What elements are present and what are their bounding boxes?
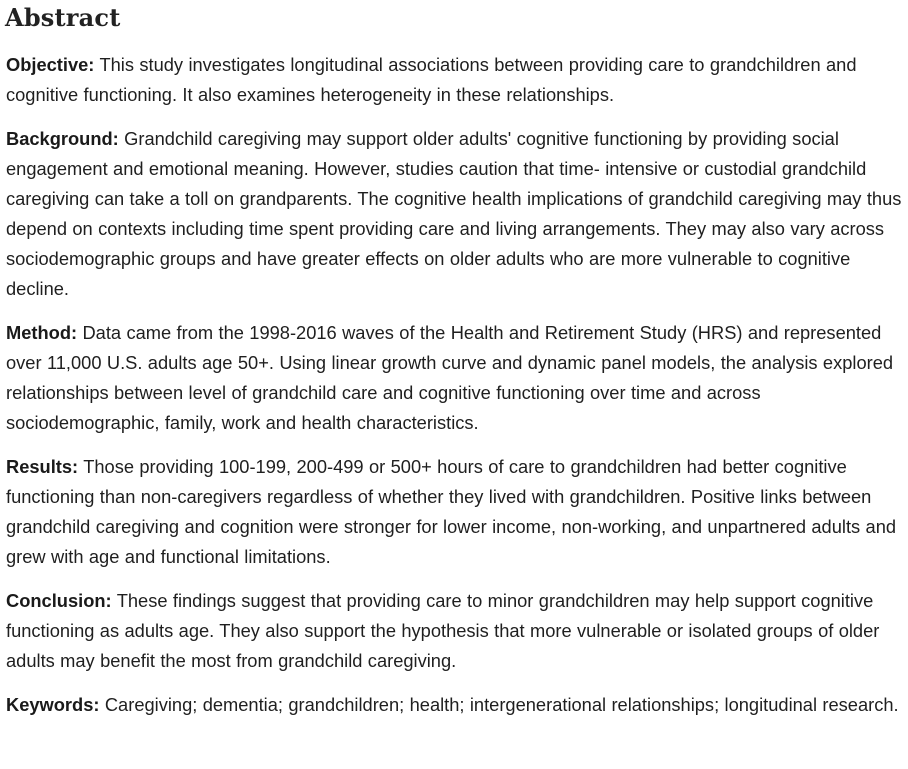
objective-paragraph: [6, 50, 902, 110]
conclusion-text: These findings suggest that providing care to minor grandchildren may help support cognitive functioning as adults age. They also support the hypothesis that more vulnerable or isolated groups of older adults may benefit the most from grandchild caregiving.: [6, 590, 880, 671]
conclusion-label: Conclusion:: [6, 590, 112, 611]
results-label: Results:: [6, 456, 79, 477]
results-paragraph: [6, 452, 902, 572]
background-paragraph: [6, 124, 902, 304]
method-paragraph: [6, 318, 902, 438]
conclusion-paragraph: [6, 586, 902, 676]
keywords-paragraph: [6, 690, 902, 720]
background-label: Background:: [6, 128, 119, 149]
method-label: Method:: [6, 322, 78, 343]
method-text: Data came from the 1998-2016 waves of the Health and Retirement Study (HRS) and represented over 11,000 U.S. adults age 50+. Using linear growth curve and dynamic panel models, the analysis explored relationships between level of grandchild care and cognitive functioning over time and across sociodemographic, family, work and health characteristics.: [6, 322, 894, 433]
abstract-container: [0, 2, 908, 720]
keywords-text: Caregiving; dementia; grandchildren; health; intergenerational relationships; longitudinal research.: [104, 694, 899, 715]
background-text: Grandchild caregiving may support older adults' cognitive functioning by providing social engagement and emotional meaning. However, studies caution that time- intensive or custodial grandchild caregiving can take a toll on grandparents. The cognitive health implications of grandchild caregiving may thus depend on contexts including time spent providing care and living arrangements. They may also vary across sociodemographic groups and have greater effects on older adults who are more vulnerable to cognitive decline.: [6, 128, 902, 299]
abstract-heading: Abstract: [5, 3, 121, 32]
keywords-label: Keywords:: [6, 694, 100, 715]
objective-label: Objective:: [6, 54, 95, 75]
objective-text: This study investigates longitudinal associations between providing care to grandchildren and cognitive functioning. It also examines heterogeneity in these relationships.: [6, 54, 857, 105]
results-text: Those providing 100-199, 200-499 or 500+ hours of care to grandchildren had better cognitive functioning than non-caregivers regardless of whether they lived with grandchildren. Positive links between grandchild caregiving and cognition were stronger for lower income, non-working, and unpartnered adults and grew with age and functional limitations.: [6, 456, 897, 567]
